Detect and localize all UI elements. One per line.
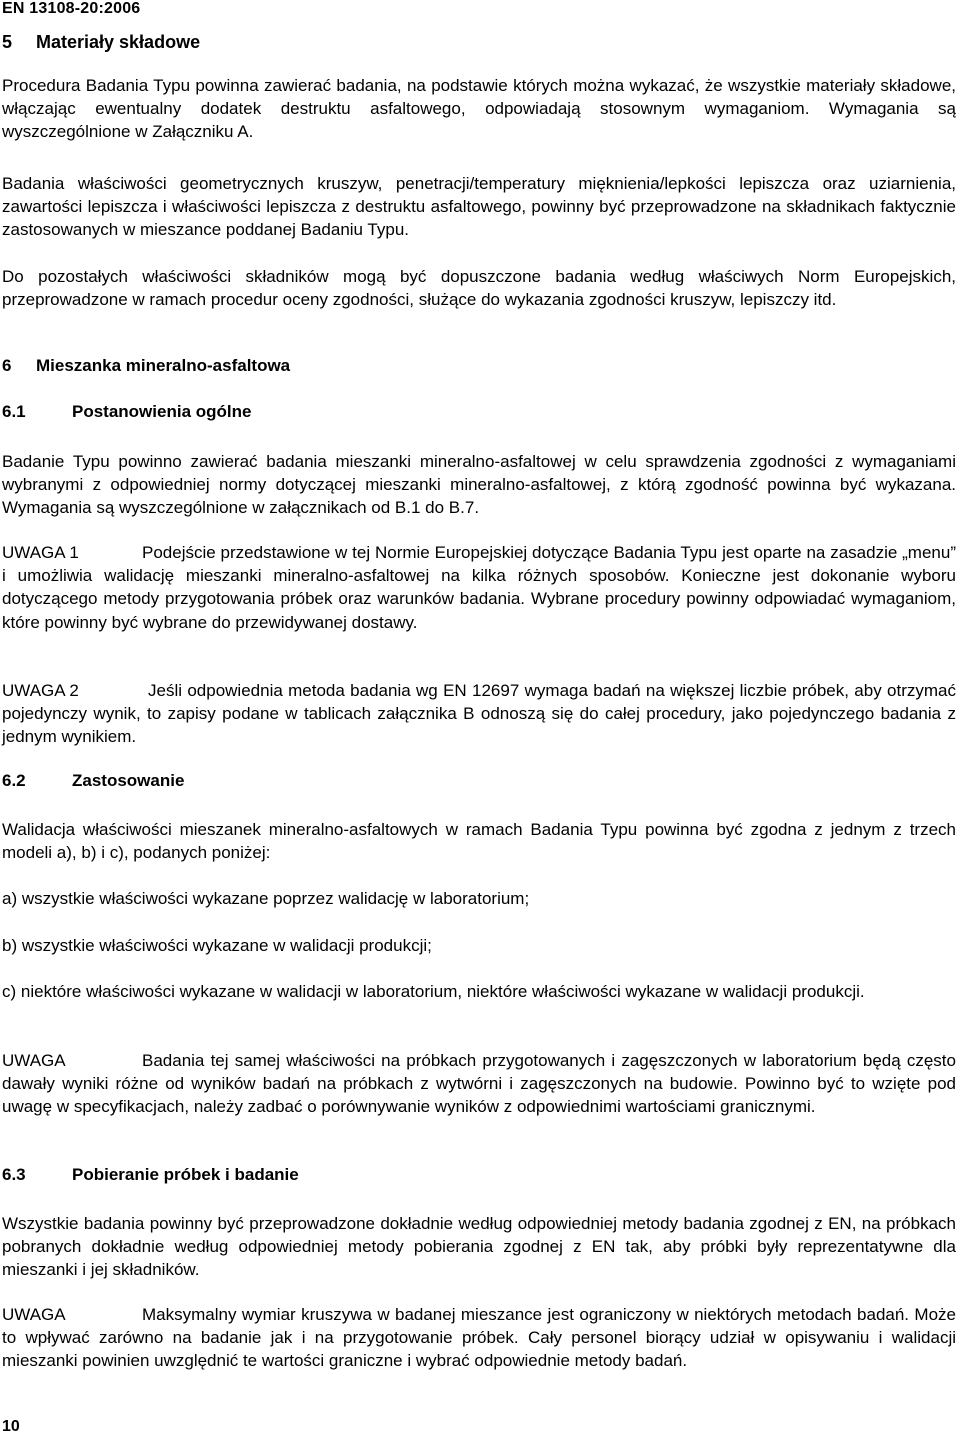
note-label: UWAGA 2 — [2, 681, 79, 700]
note-2 — [2, 679, 956, 749]
paragraph: Wszystkie badania powinny być przeprowadzone dokładnie według odpowiedniej metody badania zgodnej z EN, na próbkach pobranych dokładnie według odpowiedniej metody pobierania zgodnej z EN tak, aby próbki były reprezentatywne dla mieszanki i jej składników. — [2, 1214, 956, 1280]
note-4 — [2, 1303, 956, 1373]
paragraph: Badanie Typu powinno zawierać badania mieszanki mineralno-asfaltowej w celu sprawdzenia zgodności z wymaganiami wybranymi z odpowiedniej normy dotyczącej mieszanki mineralno-asfaltowej, z którą zgodność powinna być wykazana. Wymagania są wyszczególnione w załącznikach od B.1 do B.7. — [2, 452, 956, 518]
section-title: Materiały składowe — [36, 32, 201, 52]
note-label: UWAGA — [2, 1305, 66, 1324]
section-5-heading — [2, 32, 200, 53]
paragraph: Procedura Badania Typu powinna zawierać badania, na podstawie których można wykazać, że wszystkie materiały składowe, włączając ewentualny dodatek destruktu asfaltowego, odpowiadają stosownym wymaganiom. Wymagania są wyszczególnione w Załączniku A. — [2, 76, 956, 142]
paragraph: Walidacja właściwości mieszanek mineralno-asfaltowych w ramach Badania Typu powinna być zgodna z jednym z trzech modeli a), b) i c), podanych poniżej: — [2, 820, 956, 863]
note-label: UWAGA 1 — [2, 543, 79, 562]
list-item-c: c) niektóre właściwości wykazane w walidacji w laboratorium, niektóre właściwości wykazane w walidacji produkcji. — [2, 982, 865, 1001]
section-6-2-heading — [2, 771, 184, 791]
note-text: Podejście przedstawione w tej Normie Europejskiej dotyczące Badania Typu jest oparte na zasadzie „menu” i umożliwia walidację mieszanki mineralno-asfaltowej na kilka różnych sposobów. Konieczne jest dokonanie wyboru dotyczącego metody przygotowania próbek oraz warunków badania. Wybrane procedury powinny odpowiadać wymaganiom, które powinny być wybrane do przewidywanej dostawy. — [2, 543, 956, 632]
section-number: 6.2 — [2, 771, 26, 790]
note-3 — [2, 1049, 956, 1119]
note-text: Maksymalny wymiar kruszywa w badanej mieszance jest ograniczony w niektórych metodach badań. Może to wpływać zarówno na badanie jak i na przygotowanie próbek. Cały personel biorący udział w opisywaniu i walidacji mieszanki powinien uwzględnić te wartości graniczne i wybrać odpowiednie metody badań. — [2, 1305, 956, 1371]
section-number: 6 — [2, 356, 12, 375]
document-id-header: EN 13108-20:2006 — [2, 0, 141, 17]
section-number: 6.3 — [2, 1165, 26, 1184]
note-text: Badania tej samej właściwości na próbkach przygotowanych i zagęszczonych w laboratorium będą często dawały wyniki różne od wyników badań na próbkach z wytwórni i zagęszczonych na budowie. Powinno być to wzięte pod uwagę w specyfikacjach, należy zadbać o porównywanie wyników z odpowiednimi wartościami granicznymi. — [2, 1051, 956, 1117]
section-title: Mieszanka mineralno-asfaltowa — [36, 356, 291, 375]
section-number: 5 — [2, 32, 13, 52]
paragraph: Do pozostałych właściwości składników mogą być dopuszczone badania według właściwych Norm Europejskich, przeprowadzone w ramach procedur oceny zgodności, służące do wykazania zgodności kruszyw, lepiszczy itd. — [2, 267, 956, 310]
section-title: Postanowienia ogólne — [72, 402, 252, 421]
list-item-a: a) wszystkie właściwości wykazane poprzez walidację w laboratorium; — [2, 889, 530, 908]
note-text: Jeśli odpowiednia metoda badania wg EN 12697 wymaga badań na większej liczbie próbek, aby otrzymać pojedynczy wynik, to zapisy podane w tablicach załącznika B odnoszą się do całej procedury, jako pojedynczego badania z jednym wynikiem. — [2, 681, 956, 747]
section-6-heading — [2, 356, 290, 376]
note-label: UWAGA — [2, 1051, 66, 1070]
paragraph: Badania właściwości geometrycznych kruszyw, penetracji/temperatury mięknienia/lepkości lepiszcza oraz uziarnienia, zawartości lepiszcza i właściwości lepiszcza z destruktu asfaltowego, powinny być przeprowadzone na składnikach faktycznie zastosowanych w mieszance poddanej Badaniu Typu. — [2, 174, 956, 240]
note-1 — [2, 541, 956, 634]
section-6-3-heading — [2, 1165, 299, 1185]
section-title: Zastosowanie — [72, 771, 185, 790]
section-title: Pobieranie próbek i badanie — [72, 1165, 299, 1184]
section-6-1-heading — [2, 402, 251, 422]
section-number: 6.1 — [2, 402, 26, 421]
page-number: 10 — [2, 1418, 20, 1435]
list-item-b: b) wszystkie właściwości wykazane w walidacji produkcji; — [2, 936, 432, 955]
